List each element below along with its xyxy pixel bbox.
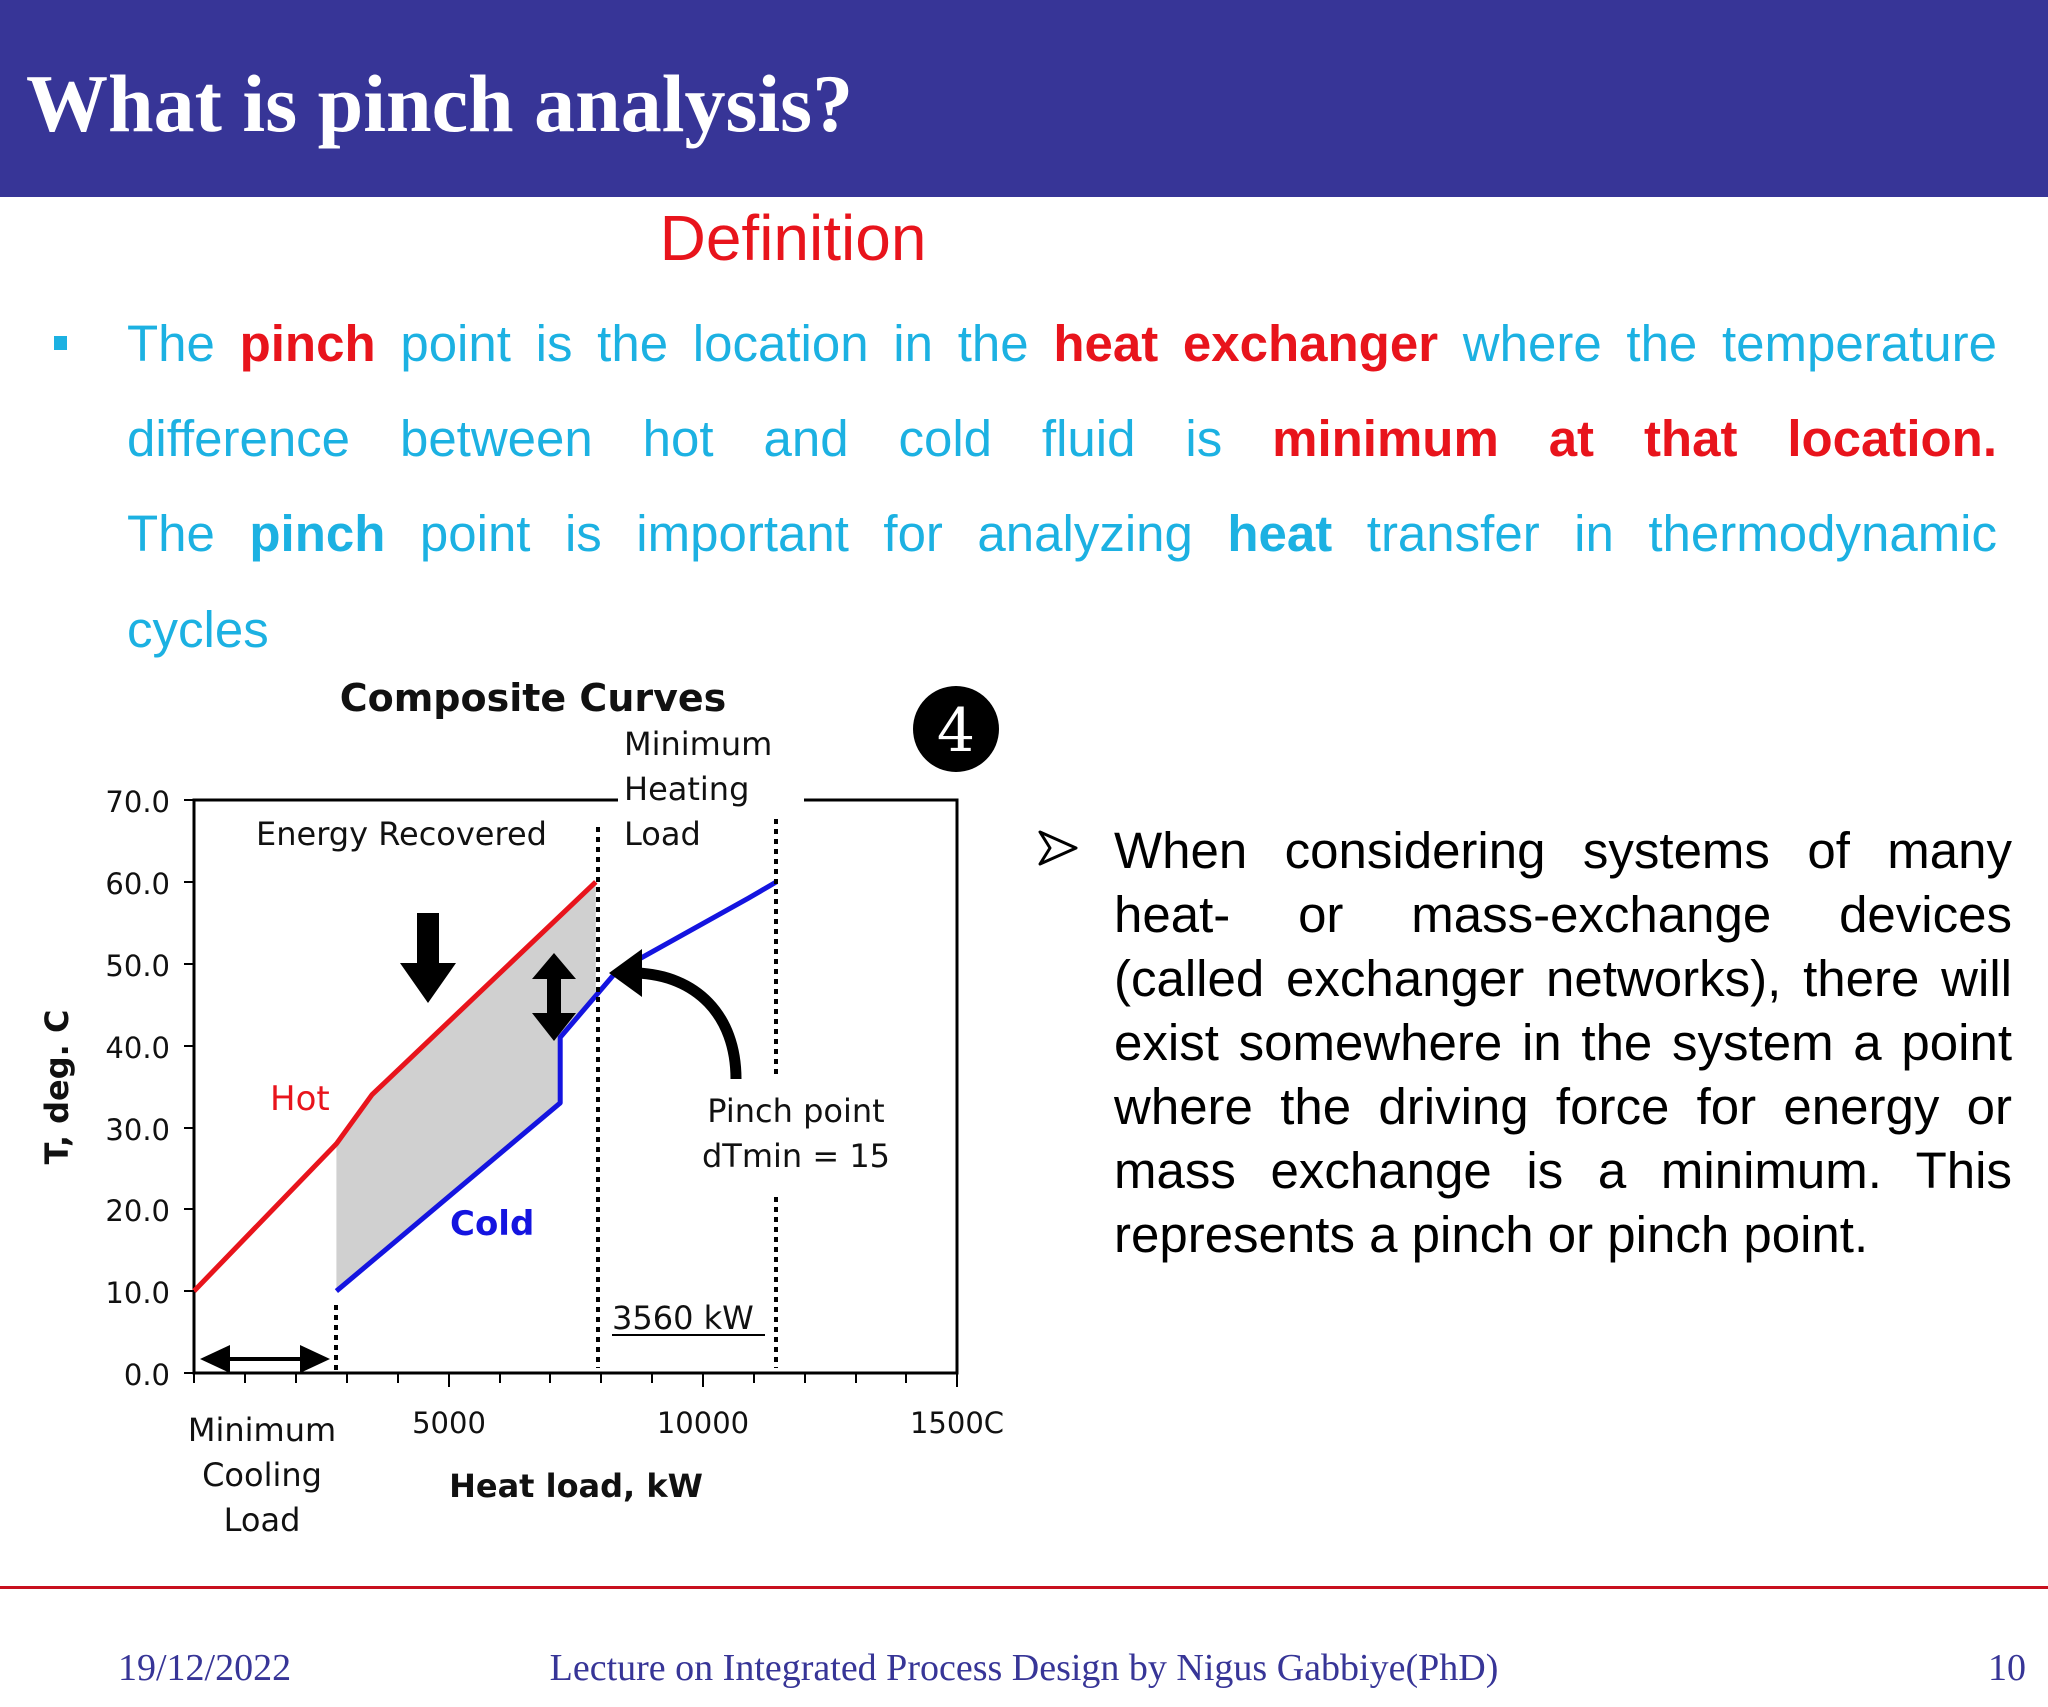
y-tick-20: 20.0	[105, 1194, 170, 1228]
figure-title: Composite Curves	[339, 676, 727, 720]
page-number: 10	[1988, 1647, 2026, 1689]
y-tick-10: 10.0	[105, 1276, 170, 1310]
section-heading: Definition	[659, 202, 927, 274]
definition-line-4: cycles	[127, 601, 269, 658]
definition-line-1: The pinch point is the location in the heat exchanger where the temperature	[127, 315, 1997, 372]
step-badge-number: 4	[936, 696, 976, 766]
x-axis-label: Heat load, kW	[449, 1467, 703, 1505]
x-tick-10000: 10000	[656, 1406, 750, 1440]
heat-value-label: 3560 kW	[612, 1299, 754, 1337]
min-heating-label-3: Load	[624, 815, 701, 853]
min-heating-label-1: Minimum	[624, 725, 773, 763]
composite-curves-figure	[20, 655, 1030, 1555]
y-tick-70: 70.0	[105, 785, 170, 819]
cold-curve-label: Cold	[450, 1204, 535, 1244]
pinch-point-label-1: Pinch point	[707, 1092, 885, 1130]
y-tick-50: 50.0	[105, 949, 170, 983]
x-tick-15000: 1500C	[909, 1406, 1005, 1440]
min-heating-label-2: Heating	[624, 770, 750, 808]
pinch-point-label-2: dTmin = 15	[701, 1137, 891, 1175]
footer-divider	[0, 1586, 2048, 1589]
x-tick-5000: 5000	[412, 1406, 486, 1440]
y-tick-60: 60.0	[105, 867, 170, 901]
y-tick-0: 0.0	[123, 1358, 170, 1392]
x-axis-ticks	[194, 1373, 957, 1387]
hot-curve-label: Hot	[270, 1079, 330, 1119]
y-axis-label: T, deg. C	[38, 1009, 76, 1165]
slide-title: What is pinch analysis?	[26, 58, 854, 149]
bullet-square-icon	[54, 336, 67, 350]
definition-line-2: difference between hot and cold fluid is minimum at that location.	[127, 410, 1998, 467]
y-tick-30: 30.0	[105, 1113, 170, 1147]
title-bar	[0, 0, 2048, 197]
footer-lecture-title: Lecture on Integrated Process Design by Nigus Gabbiye(PhD)	[549, 1647, 1499, 1689]
footer-date: 19/12/2022	[118, 1647, 292, 1689]
pinch-explanation-text: When considering systems of many heat- or mass-exchange devices (called exchanger networks), there will exist somewhere in the system a point where the driving force for energy or mass exchange is a minimum. This represents a pinch or pinch point.	[1114, 822, 2012, 1263]
y-tick-40: 40.0	[105, 1031, 170, 1065]
arrow-bullet-icon	[1038, 830, 1078, 866]
min-cooling-label-2: Cooling	[202, 1456, 322, 1494]
energy-recovered-label: Energy Recovered	[256, 815, 547, 853]
definition-line-3: The pinch point is important for analyzing heat transfer in thermodynamic	[127, 505, 1998, 562]
min-cooling-label-3: Load	[223, 1501, 301, 1539]
min-cooling-label-1: Minimum	[187, 1411, 337, 1449]
